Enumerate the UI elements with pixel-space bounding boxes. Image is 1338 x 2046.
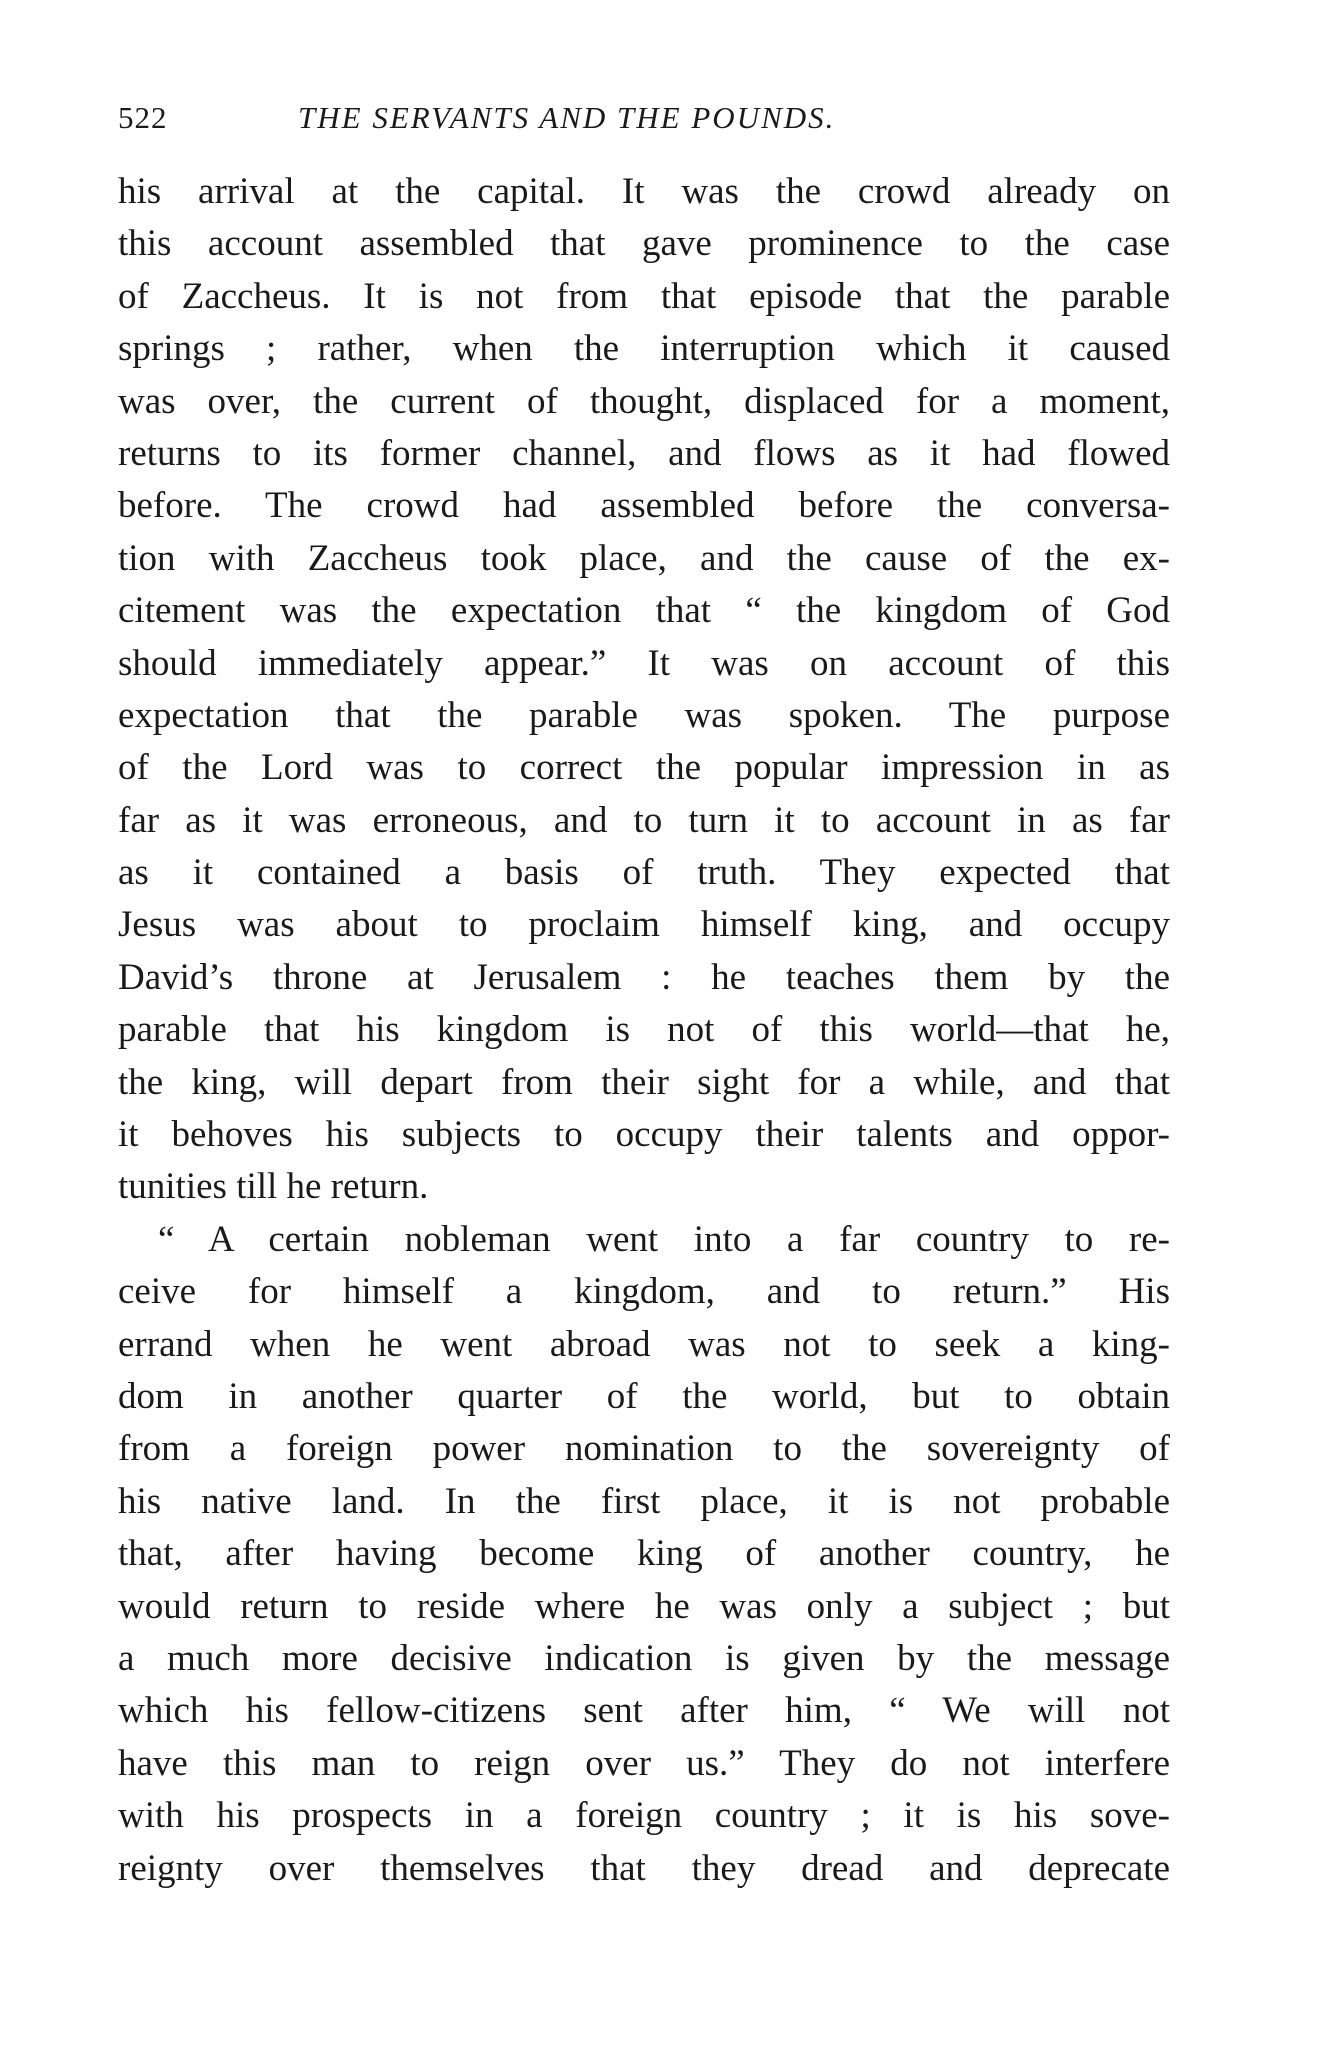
text-line: with his prospects in a foreign country ; it is his sove- xyxy=(118,1795,1170,1837)
text-line: would return to reside where he was only a subject ; but xyxy=(118,1585,1170,1627)
text-line: ceive for himself a kingdom, and to return.” His xyxy=(118,1271,1170,1313)
text-line: citement was the expectation that “ the kingdom of God xyxy=(118,590,1170,632)
text-line: this account assembled that gave prominence to the case xyxy=(118,223,1170,265)
text-line: that, after having become king of another country, he xyxy=(118,1533,1170,1575)
text-line: which his fellow-citizens sent after him, “ We will not xyxy=(118,1690,1170,1732)
text-line: of the Lord was to correct the popular impression in as xyxy=(118,747,1170,789)
text-line: was over, the current of thought, displaced for a moment, xyxy=(118,380,1170,422)
text-line: reignty over themselves that they dread and deprecate xyxy=(118,1847,1170,1889)
text-line: from a foreign power nomination to the sovereignty of xyxy=(118,1428,1170,1470)
text-line-paragraph-end: tunities till he return. xyxy=(118,1166,429,1208)
text-line: before. The crowd had assembled before the conversa- xyxy=(118,485,1170,527)
text-line: Jesus was about to proclaim himself king, and occupy xyxy=(118,904,1170,946)
text-line: it behoves his subjects to occupy their talents and oppor- xyxy=(118,1114,1170,1156)
text-line: the king, will depart from their sight for a while, and that xyxy=(118,1061,1170,1103)
running-title: THE SERVANTS AND THE POUNDS. xyxy=(298,100,836,135)
text-line: tion with Zaccheus took place, and the cause of the ex- xyxy=(118,537,1170,579)
page-header xyxy=(118,100,1168,140)
text-line: David’s throne at Jerusalem : he teaches them by the xyxy=(118,956,1170,998)
text-line: his arrival at the capital. It was the crowd already on xyxy=(118,171,1170,212)
text-line-paragraph-start: “ A certain nobleman went into a far country to re- xyxy=(158,1218,1170,1260)
text-line: springs ; rather, when the interruption which it caused xyxy=(118,328,1170,370)
text-line: returns to its former channel, and flows as it had flowed xyxy=(118,432,1170,474)
text-line: have this man to reign over us.” They do not interfere xyxy=(118,1742,1170,1784)
text-line: a much more decisive indication is given by the message xyxy=(118,1637,1170,1679)
text-line: should immediately appear.” It was on account of this xyxy=(118,642,1170,684)
text-line: his native land. In the first place, it is not probable xyxy=(118,1480,1170,1522)
text-line: parable that his kingdom is not of this world—that he, xyxy=(118,1009,1170,1051)
text-line: dom in another quarter of the world, but to obtain xyxy=(118,1375,1170,1417)
text-line: far as it was erroneous, and to turn it to account in as far xyxy=(118,799,1170,841)
text-line: errand when he went abroad was not to seek a king- xyxy=(118,1323,1170,1365)
text-line: of Zaccheus. It is not from that episode that the parable xyxy=(118,275,1170,317)
page-number: 522 xyxy=(118,100,168,135)
text-line: as it contained a basis of truth. They expected that xyxy=(118,852,1170,894)
body-text xyxy=(118,166,1170,1895)
text-line: expectation that the parable was spoken. The purpose xyxy=(118,694,1170,736)
